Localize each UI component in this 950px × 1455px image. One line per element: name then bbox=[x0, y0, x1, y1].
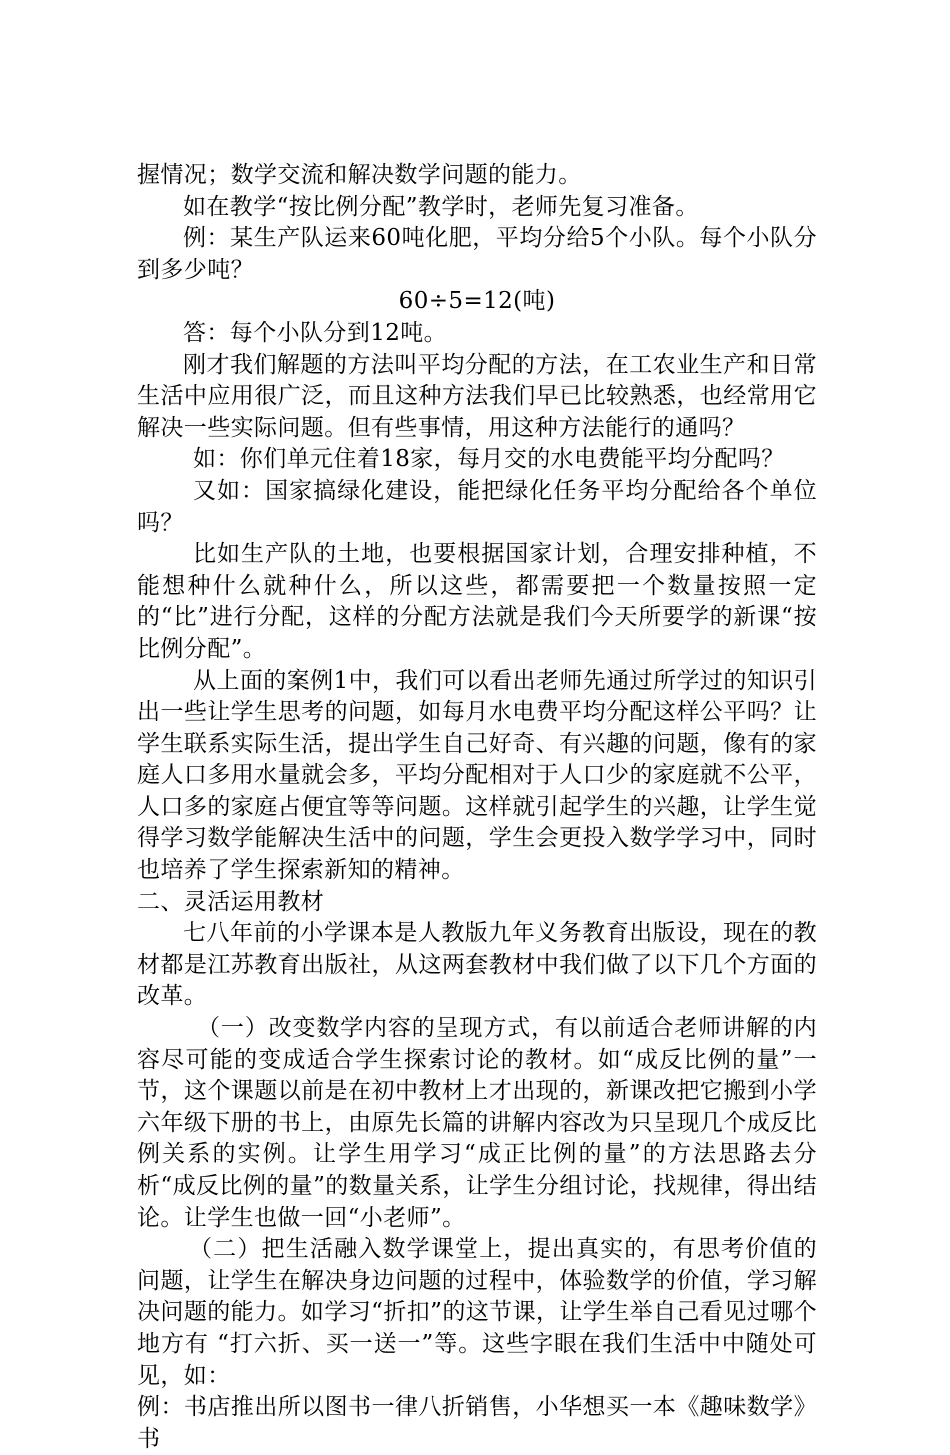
paragraph: 握情况；数学交流和解决数学问题的能力。 bbox=[137, 162, 582, 188]
document-body bbox=[137, 160, 817, 1455]
paragraph: 七八年前的小学课本是人教版九年义务教育出版设，现在的教材都是江苏教育出版社，从这两套教材中我们做了以下几个方面的改革。 bbox=[137, 920, 817, 1010]
paragraph: 从上面的案例1中，我们可以看出老师先通过所学过的知识引出一些让学生思考的问题，如每月水电费平均分配这样公平吗？让学生联系实际生活，提出学生自己好奇、有兴趣的问题，像有的家庭人口多用水量就会多，平均分配相对于人口少的家庭就不公平，人口多的家庭占便宜等等问题。这样就引起学生的兴趣，让学生觉得学习数学能解决生活中的问题，学生会更投入数学学习中，同时也培养了学生探索新知的精神。 bbox=[137, 667, 817, 884]
paragraph: 例：某生产队运来60吨化肥，平均分给5个小队。每个小队分到多少吨？ bbox=[137, 225, 817, 283]
paragraph: 答：每个小队分到12吨。 bbox=[183, 319, 448, 346]
paragraph: 刚才我们解题的方法叫平均分配的方法，在工农业生产和日常生活中应用很广泛，而且这种方法我们早已比较熟悉，也经常用它解决一些实际问题。但有些事情，用这种方法能行的通吗？ bbox=[137, 351, 817, 441]
equation: 60÷5=12(吨) bbox=[398, 288, 556, 315]
paragraph: 比如生产队的土地，也要根据国家计划，合理安排种植，不能想种什么就种什么，所以这些，都需要把一个数量按照一定的“比”进行分配，这样的分配方法就是我们今天所要学的新课“按比例分配”。 bbox=[137, 541, 817, 662]
paragraph: 如：你们单元住着18家，每月交的水电费能平均分配吗？ bbox=[193, 446, 785, 473]
paragraph: 又如：国家搞绿化建设，能把绿化任务平均分配给各个单位吗？ bbox=[137, 477, 817, 536]
paragraph: 如在教学“按比例分配”教学时，老师先复习准备。 bbox=[183, 193, 699, 220]
paragraph: 例：书店推出所以图书一律八折销售，小华想买一本《趣味数学》书 bbox=[137, 1394, 817, 1452]
paragraph: （一）改变数学内容的呈现方式，有以前适合老师讲解的内容尽可能的变成适合学生探索讨论的教材。如“成反比例的量”一节，这个课题以前是在初中教材上才出现的，新课改把它搬到小学六年级下册的书上，由原先长篇的讲解内容改为只呈现几个成反比例关系的实例。让学生用学习“成正比例的量”的方法思路去分析“成反比例的量”的数量关系，让学生分组讨论，找规律，得出结论。让学生也做一回“小老师”。 bbox=[137, 1015, 817, 1231]
paragraph: （二）把生活融入数学课堂上，提出真实的，有思考价值的问题，让学生在解决身边问题的过程中，体验数学的价值，学习解决问题的能力。如学习“折扣”的这节课，让学生举自己看见过哪个地方有 “打六折、买一送一”等。这些字眼在我们生活中中随处可见，如： bbox=[137, 1236, 817, 1389]
section-heading: 二、灵活运用教材 bbox=[137, 888, 325, 915]
